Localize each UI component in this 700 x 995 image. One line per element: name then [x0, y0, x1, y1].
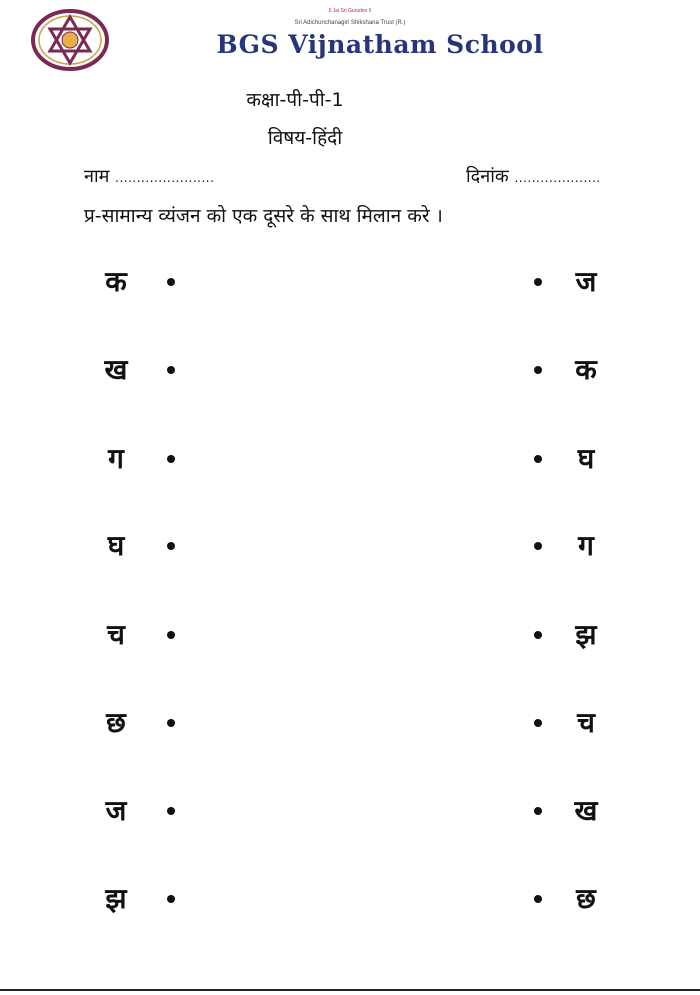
right-dot — [534, 895, 542, 903]
right-letter: क — [575, 353, 597, 386]
name-blank: ....................... — [115, 171, 215, 185]
school-name: BGS Vijnatham School — [216, 30, 544, 59]
match-row — [0, 791, 700, 831]
right-dot — [534, 719, 542, 727]
match-row — [0, 262, 700, 302]
right-dot — [534, 631, 542, 639]
right-letter: घ — [577, 442, 595, 475]
left-dot — [167, 366, 175, 374]
name-label: नाम — [84, 166, 110, 187]
left-letter: ग — [108, 442, 124, 475]
match-row — [0, 615, 700, 655]
class-label: कक्षा-पी-पी-1 — [246, 89, 344, 111]
name-field — [84, 164, 214, 188]
left-letter: च — [107, 618, 125, 651]
match-row — [0, 350, 700, 390]
school-logo-icon — [30, 8, 110, 72]
right-letter: ख — [574, 794, 598, 827]
trust-name: Sri Adichunchanagiri Shikshana Trust (R.) — [294, 20, 406, 26]
left-letter: ज — [105, 794, 127, 827]
left-dot — [167, 895, 175, 903]
right-letter: ग — [578, 529, 594, 562]
bottom-border — [0, 989, 700, 991]
match-row — [0, 879, 700, 919]
match-row — [0, 526, 700, 566]
instruction: प्र-सामान्य व्यंजन को एक दूसरे के साथ मिलान करे । — [84, 205, 443, 227]
right-letter: छ — [576, 882, 596, 915]
match-row — [0, 703, 700, 743]
left-dot — [167, 719, 175, 727]
left-letter: क — [105, 265, 127, 298]
tagline: ll Jai Sri Gurudev ll — [329, 8, 371, 14]
subject-label: विषय-हिंदी — [267, 127, 343, 149]
match-row — [0, 439, 700, 479]
date-field — [466, 164, 601, 188]
right-letter: झ — [575, 618, 597, 651]
right-dot — [534, 366, 542, 374]
header — [0, 0, 700, 78]
left-dot — [167, 455, 175, 463]
right-letter: च — [577, 706, 595, 739]
right-dot — [534, 542, 542, 550]
right-letter: ज — [575, 265, 597, 298]
right-dot — [534, 455, 542, 463]
left-letter: झ — [105, 882, 127, 915]
left-dot — [167, 278, 175, 286]
right-dot — [534, 807, 542, 815]
left-dot — [167, 807, 175, 815]
right-dot — [534, 278, 542, 286]
date-blank: .................... — [514, 171, 601, 185]
left-dot — [167, 542, 175, 550]
left-letter: ख — [104, 353, 128, 386]
left-letter: छ — [106, 706, 126, 739]
left-dot — [167, 631, 175, 639]
left-letter: घ — [107, 529, 125, 562]
date-label: दिनांक — [466, 166, 509, 187]
